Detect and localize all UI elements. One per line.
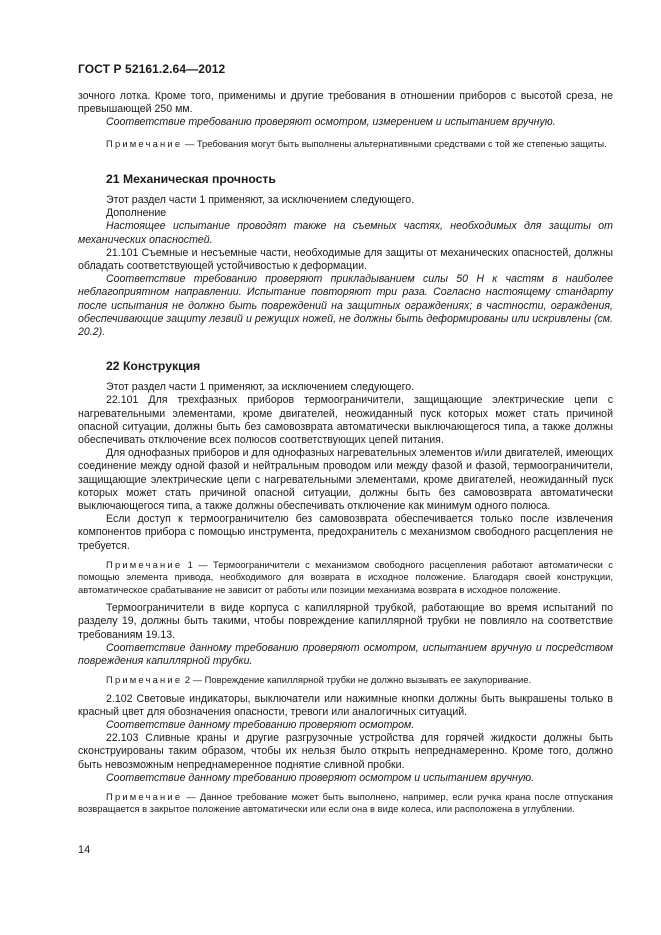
page-number: 14 bbox=[78, 844, 91, 856]
clause-22-101: 22.101 Для трехфазных приборов термоограничители, защищающие электрические цепи с нагревательными элементами, кроме двигателей, неожиданный пуск которых может стать причиной опасной ситуации, должны быть без самовозврата автоматически выключающегося типа, а также должны обеспечивать отключение всех полюсов соответствующих цепей питания. bbox=[78, 394, 613, 447]
section-22-heading: 22 Конструкция bbox=[106, 359, 201, 374]
clause-21-101: 21.101 Съемные и несъемные части, необходимые для защиты от механических опасностей, должны обладать соответствующей устойчивостью к деформации. bbox=[78, 246, 613, 273]
note-text: — Требования могут быть выполнены альтернативными средствами с той же степенью защиты. bbox=[182, 137, 607, 149]
note-word: Примечание bbox=[106, 137, 183, 149]
note-2-paragraph bbox=[78, 674, 613, 686]
paragraph-continued: зочного лотка. Кроме того, применимы и другие требования в отношении приборов с высотой среза, не превышающей 250 мм. bbox=[78, 90, 613, 116]
note-4-paragraph bbox=[78, 791, 613, 816]
clause-21-101-compliance: Соответствие требованию проверяют прикладыванием силы 50 Н к частям в наиболее неблагоприятном направлении. Испытание повторяют три раза. Согласно настоящему стандарту после испытания не должно быть повреждений на защитных ограждениях; в частности, ограждения, обеспечивающие защиту лезвий и режущих ножей, не должны быть деформированы или искривлены (см. 20.2). bbox=[78, 273, 613, 339]
page-body bbox=[78, 90, 613, 816]
note-paragraph bbox=[78, 138, 613, 150]
clause-22-101-access: Если доступ к термоограничителю без самовозврата обеспечивается только после извлечения компонентов прибора с помощью инструмента, предохранитель с механизмом свободного расцепления не требуется. bbox=[78, 513, 613, 552]
note-word: Примечание bbox=[106, 674, 183, 686]
section-21-intro: Этот раздел части 1 применяют, за исключением следующего. bbox=[106, 194, 415, 207]
clause-22-102-compliance: Соответствие данному требованию проверяют осмотром. bbox=[106, 718, 415, 731]
note-word: Примечание bbox=[106, 790, 183, 802]
note-text: 1 — Термоограничители с механизмом свободного расцепления работают автоматически с помощью элемента привода, необходимого для возврата в исходное положение. Благодаря своей конструкции, автоматическое срабатывание не зависит от работы или позиции механизма возврата в исходное положение. bbox=[78, 558, 613, 595]
clause-22-103-compliance: Соответствие данному требованию проверяют осмотром и испытанием вручную. bbox=[106, 771, 535, 784]
section-21-heading: 21 Механическая прочность bbox=[106, 172, 276, 187]
clause-22-101-single-phase: Для однофазных приборов и для однофазных нагревательных элементов и/или двигателей, имеющих соединение между одной фазой и нейтральным проводом или между фазой и фазой, термоограничители, защищающие электрические цепи с нагревательными элементами, кроме двигателей, неожиданный пуск которых может стать причиной опасной ситуации, должны быть без самовозврата автоматически выключающегося типа, а также должны обеспечивать отключение как минимум одного полюса. bbox=[78, 447, 613, 513]
clause-22-102: 2.102 Световые индикаторы, выключатели или нажимные кнопки должны быть выкрашены только в красный цвет для обозначения опасности, тревоги или аналогичных ситуаций. bbox=[78, 692, 613, 718]
capillary-compliance: Соответствие данному требованию проверяют осмотром, испытанием вручную и посредством повреждения капиллярной трубки. bbox=[78, 641, 613, 667]
note-1-paragraph bbox=[78, 559, 613, 596]
compliance-paragraph: Соответствие требованию проверяют осмотром, измерением и испытанием вручную. bbox=[106, 116, 556, 129]
section-21-addition-text: Настоящее испытание проводят также на съемных частях, необходимых для защиты от механических опасностей. bbox=[78, 220, 613, 246]
clause-22-103: 22.103 Сливные краны и другие разгрузочные устройства для горячей жидкости должны быть сконструированы таким образом, чтобы их нельзя было открыть непреднамеренно. Кроме того, должно быть невозможным непреднамеренное поднятие сливной пробки. bbox=[78, 732, 613, 771]
section-22-intro: Этот раздел части 1 применяют, за исключением следующего. bbox=[106, 381, 415, 394]
note-text: — Данное требование может быть выполнено, например, если ручка крана после отпускания возвращается в закрытое положение автоматически или если она в виде колеса, или расположена в углублении. bbox=[78, 790, 613, 815]
note-word: Примечание bbox=[106, 558, 183, 570]
note-text: 2 — Повреждение капиллярной трубки не должно вызывать ее закупоривание. bbox=[182, 674, 532, 686]
capillary-paragraph: Термоограничители в виде корпуса с капиллярной трубкой, работающие во время испытаний по разделу 19, должны быть такими, чтобы повреждение капиллярной трубки не повлияло на соответствие требованиям 19.13. bbox=[78, 602, 613, 641]
section-21-addition-label: Дополнение bbox=[106, 207, 167, 220]
running-header: ГОСТ Р 52161.2.64—2012 bbox=[78, 62, 226, 76]
